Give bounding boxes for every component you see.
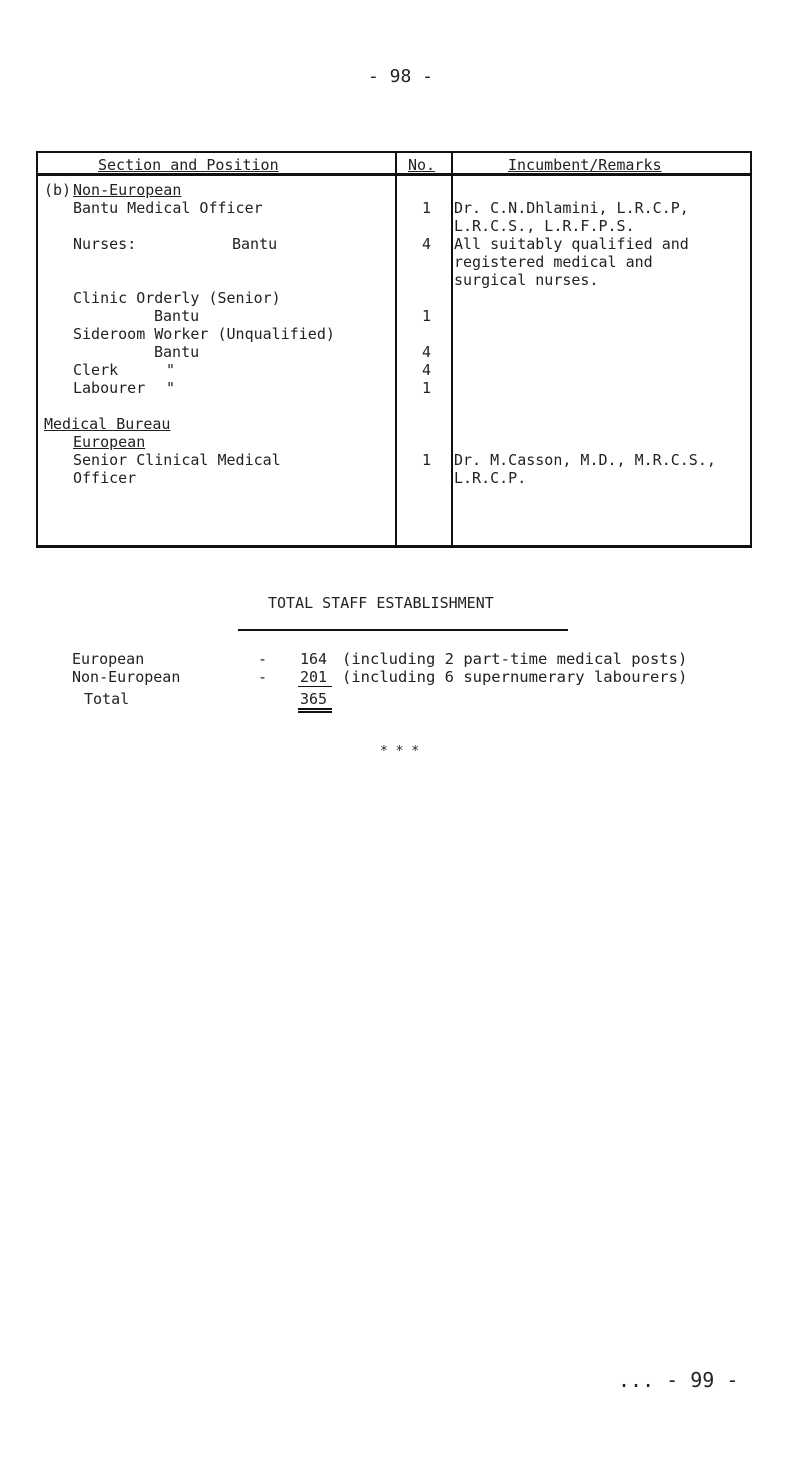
row-label-sideroom-worker: Sideroom Worker (Unqualified) — [73, 325, 335, 343]
column-divider-remarks — [451, 151, 453, 547]
row-no-clerk: 4 — [422, 361, 432, 379]
nurses-label: Nurses — [73, 235, 128, 253]
row-no-labourer: 1 — [422, 379, 432, 397]
establishment-note-non-european: (including 6 supernumerary labourers) — [342, 668, 688, 686]
row-ditto-clerk: " — [166, 361, 176, 379]
row-sub-sideroom-worker: Bantu — [154, 343, 200, 361]
row-label-clinic-orderly: Clinic Orderly (Senior) — [73, 289, 281, 307]
row-remarks-nurses-1: All suitably qualified and — [454, 235, 689, 253]
row-remarks-senior-clinical-2: L.R.C.P. — [454, 469, 527, 487]
row-label-bantu-medical-officer: Bantu Medical Officer — [73, 199, 263, 217]
header-no: No. — [408, 156, 436, 174]
establishment-title: TOTAL STAFF ESTABLISHMENT — [268, 594, 494, 612]
row-label-senior-clinical-2: Officer — [73, 469, 137, 487]
row-remarks-bantu-medical-officer-2: L.R.C.S., L.R.F.P.S. — [454, 217, 635, 235]
row-no-senior-clinical: 1 — [422, 451, 432, 469]
row-sub-clinic-orderly: Bantu — [154, 307, 200, 325]
establishment-rule — [238, 629, 568, 631]
row-label-nurses: Nurses: — [73, 235, 137, 253]
row-no-nurses: 4 — [422, 235, 432, 253]
row-remarks-bantu-medical-officer-1: Dr. C.N.Dhlamini, L.R.C.P, — [454, 199, 689, 217]
establishment-total-label: Total — [84, 690, 130, 708]
row-label-labourer: Labourer — [73, 379, 146, 397]
row-label-clerk: Clerk — [73, 361, 119, 379]
non-european-heading: Non-European — [73, 181, 182, 199]
table-left-border — [36, 151, 38, 547]
row-ditto-labourer: " — [166, 379, 176, 397]
total-double-rule-2 — [298, 711, 332, 713]
header-section-position: Section and Position — [98, 156, 279, 174]
establishment-dash-non-european: - — [258, 668, 268, 686]
european-heading: European — [73, 433, 146, 451]
medical-bureau-heading: Medical Bureau — [44, 415, 171, 433]
row-remarks-nurses-3: surgical nurses. — [454, 271, 599, 289]
page-number-bottom: ... - 99 - — [618, 1368, 739, 1392]
row-no-clinic-orderly: 1 — [422, 307, 432, 325]
establishment-note-european: (including 2 part-time medical posts) — [342, 650, 688, 668]
row-sub-nurses: Bantu — [232, 235, 278, 253]
subtotal-rule — [298, 686, 332, 687]
table-right-border — [750, 151, 752, 547]
establishment-value-european: 164 — [300, 650, 328, 668]
table-bottom-border — [36, 545, 752, 548]
row-remarks-nurses-2: registered medical and — [454, 253, 653, 271]
row-label-senior-clinical-1: Senior Clinical Medical — [73, 451, 281, 469]
table-top-border — [36, 151, 752, 153]
row-remarks-senior-clinical-1: Dr. M.Casson, M.D., M.R.C.S., — [454, 451, 716, 469]
page-number-top: - 98 - — [368, 66, 434, 87]
header-remarks: Incumbent/Remarks — [508, 156, 662, 174]
row-no-sideroom-worker: 4 — [422, 343, 432, 361]
establishment-total-value: 365 — [300, 690, 328, 708]
section-b-label: (b) — [44, 181, 72, 199]
total-double-rule-1 — [298, 708, 332, 710]
establishment-value-non-european: 201 — [300, 668, 328, 686]
establishment-dash-european: - — [258, 650, 268, 668]
separator-asterisks: * * * — [380, 744, 420, 759]
row-no-bantu-medical-officer: 1 — [422, 199, 432, 217]
establishment-label-non-european: Non-European — [72, 668, 181, 686]
establishment-label-european: European — [72, 650, 145, 668]
column-divider-no — [395, 151, 397, 547]
